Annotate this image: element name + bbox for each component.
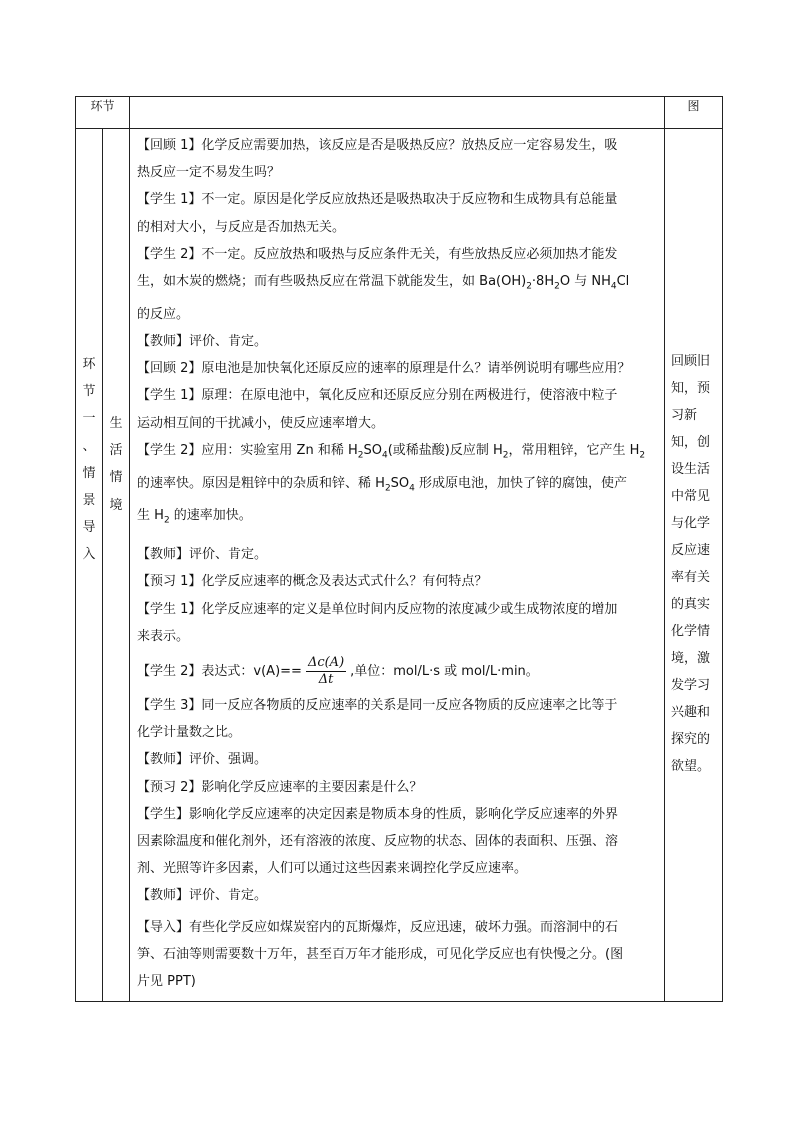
text-line: 的速率快。原因是粗锌中的杂质和锌、稀 $H_2SO_4$ 形成原电池，加快了锌的腐蚀，使产 <box>137 475 628 494</box>
header-stage: 环节 <box>76 97 130 129</box>
text-line: 【回顾 1】化学反应需要加热，该反应是否是吸热反应？放热反应一定容易发生，吸 <box>137 138 618 153</box>
stage-char: 节 <box>82 384 96 400</box>
text-line: 【教师】评价、肯定。 <box>137 888 268 904</box>
text-line: 【学生 2】不一定。反应放热和吸热与反应条件无关，有些放热反应必须加热才能发 <box>137 246 618 262</box>
stage-cell <box>76 129 103 1002</box>
stage-char: 、 <box>82 438 96 454</box>
stage-char: 情 <box>82 465 96 481</box>
rate-formula: $\frac{\Delta c(A)}{\Delta t}$ <box>307 655 345 688</box>
text-line: 【学生 1】原理：在原电池中，氧化反应和还原反应分别在两极进行，使溶液中粒子 <box>137 388 618 404</box>
text-line: 【学生】影响化学反应速率的决定因素是物质本身的性质，影响化学反应速率的外界 <box>137 806 619 822</box>
text-line: 【教师】评价、强调。 <box>137 752 268 768</box>
content-row <box>76 129 723 1002</box>
scene-char: 境 <box>109 497 123 513</box>
purpose-cell: 回顾旧知，预习新知，创设生活中常见与化学反应速率有关的真实化学情境，激发学习兴趣和探究的欲望。 <box>665 129 723 1002</box>
text-line: 片见 PPT) <box>137 974 196 990</box>
header-content <box>130 97 665 129</box>
text-line: 运动相互间的干扰减小，使反应速率增大。 <box>137 415 385 431</box>
text-line: 【回顾 2】原电池是加快氧化还原反应的速率的原理是什么？请举例说明有哪些应用？ <box>137 361 631 377</box>
stage-char: 入 <box>82 547 96 563</box>
stage-char: 导 <box>82 520 96 536</box>
stage-char: 环 <box>82 357 96 372</box>
text-line: 【学生 1】不一定。原因是化学反应放热还是吸热取决于反应物和生成物具有总能量 <box>137 192 618 208</box>
header-row <box>76 97 723 129</box>
stage-char: 一 <box>82 411 96 427</box>
header-figure: 图 <box>665 97 723 129</box>
text-line: 【教师】评价、肯定。 <box>137 547 268 563</box>
text-line: 【学生 3】同一反应各物质的反应速率的关系是同一反应各物质的反应速率之比等于 <box>137 698 618 714</box>
scene-char: 生 <box>109 416 123 431</box>
scene-cell <box>103 129 130 1002</box>
text-line: 【教师】评价、肯定。 <box>137 334 268 350</box>
lesson-table <box>75 96 723 1002</box>
text-line: 热反应一定不易发生吗？ <box>137 165 281 181</box>
text-line: 【导入】有些化学反应如煤炭窑内的瓦斯爆炸，反应迅速，破坏力强。而溶洞中的石 <box>137 919 619 935</box>
text-line: 因素除温度和催化剂外，还有溶液的浓度、反应物的状态、固体的表面积、压强、溶 <box>137 834 619 850</box>
formula-line: 【学生 2】表达式：v(A)== $\frac{\Delta c(A)}{\Delta t}$ ,单位：mol/L·s 或 mol/L·min。 <box>137 655 539 688</box>
scene-char: 活 <box>109 443 123 459</box>
text-line: 【预习 1】化学反应速率的概念及表达式式什么？有何特点？ <box>137 574 488 590</box>
text-line: 剂、光照等许多因素，人们可以通过这些因素来调控化学反应速率。 <box>137 861 528 877</box>
text-line: 笋、石油等则需要数十万年，甚至百万年才能形成，可见化学反应也有快慢之分。(图 <box>137 946 624 962</box>
main-content <box>130 129 665 1002</box>
text-line: 生 $H_2$ 的速率加快。 <box>137 508 252 527</box>
text-line: 生，如木炭的燃烧；而有些吸热反应在常温下就能发生，如 $Ba(OH)_2\cdot 8H_2O$ 与 $NH_4Cl$ <box>137 274 630 292</box>
scene-char: 情 <box>109 470 123 486</box>
text-line: 【预习 2】影响化学反应速率的主要因素是什么？ <box>137 779 423 795</box>
text-line: 【学生 2】应用：实验室用 Zn 和稀 $H_2SO_4$(或稀盐酸)反应制 $H_2$，常用粗锌，它产生 $H_2$ <box>137 442 646 461</box>
text-line: 【学生 1】化学反应速率的定义是单位时间内反应物的浓度减少或生成物浓度的增加 <box>137 601 618 617</box>
text-line: 化学计量数之比。 <box>137 725 242 741</box>
text-line: 来表示。 <box>137 628 190 644</box>
stage-char: 景 <box>82 493 96 509</box>
text-line: 的相对大小，与反应是否加热无关。 <box>137 219 346 235</box>
text-line: 的反应。 <box>137 306 190 322</box>
